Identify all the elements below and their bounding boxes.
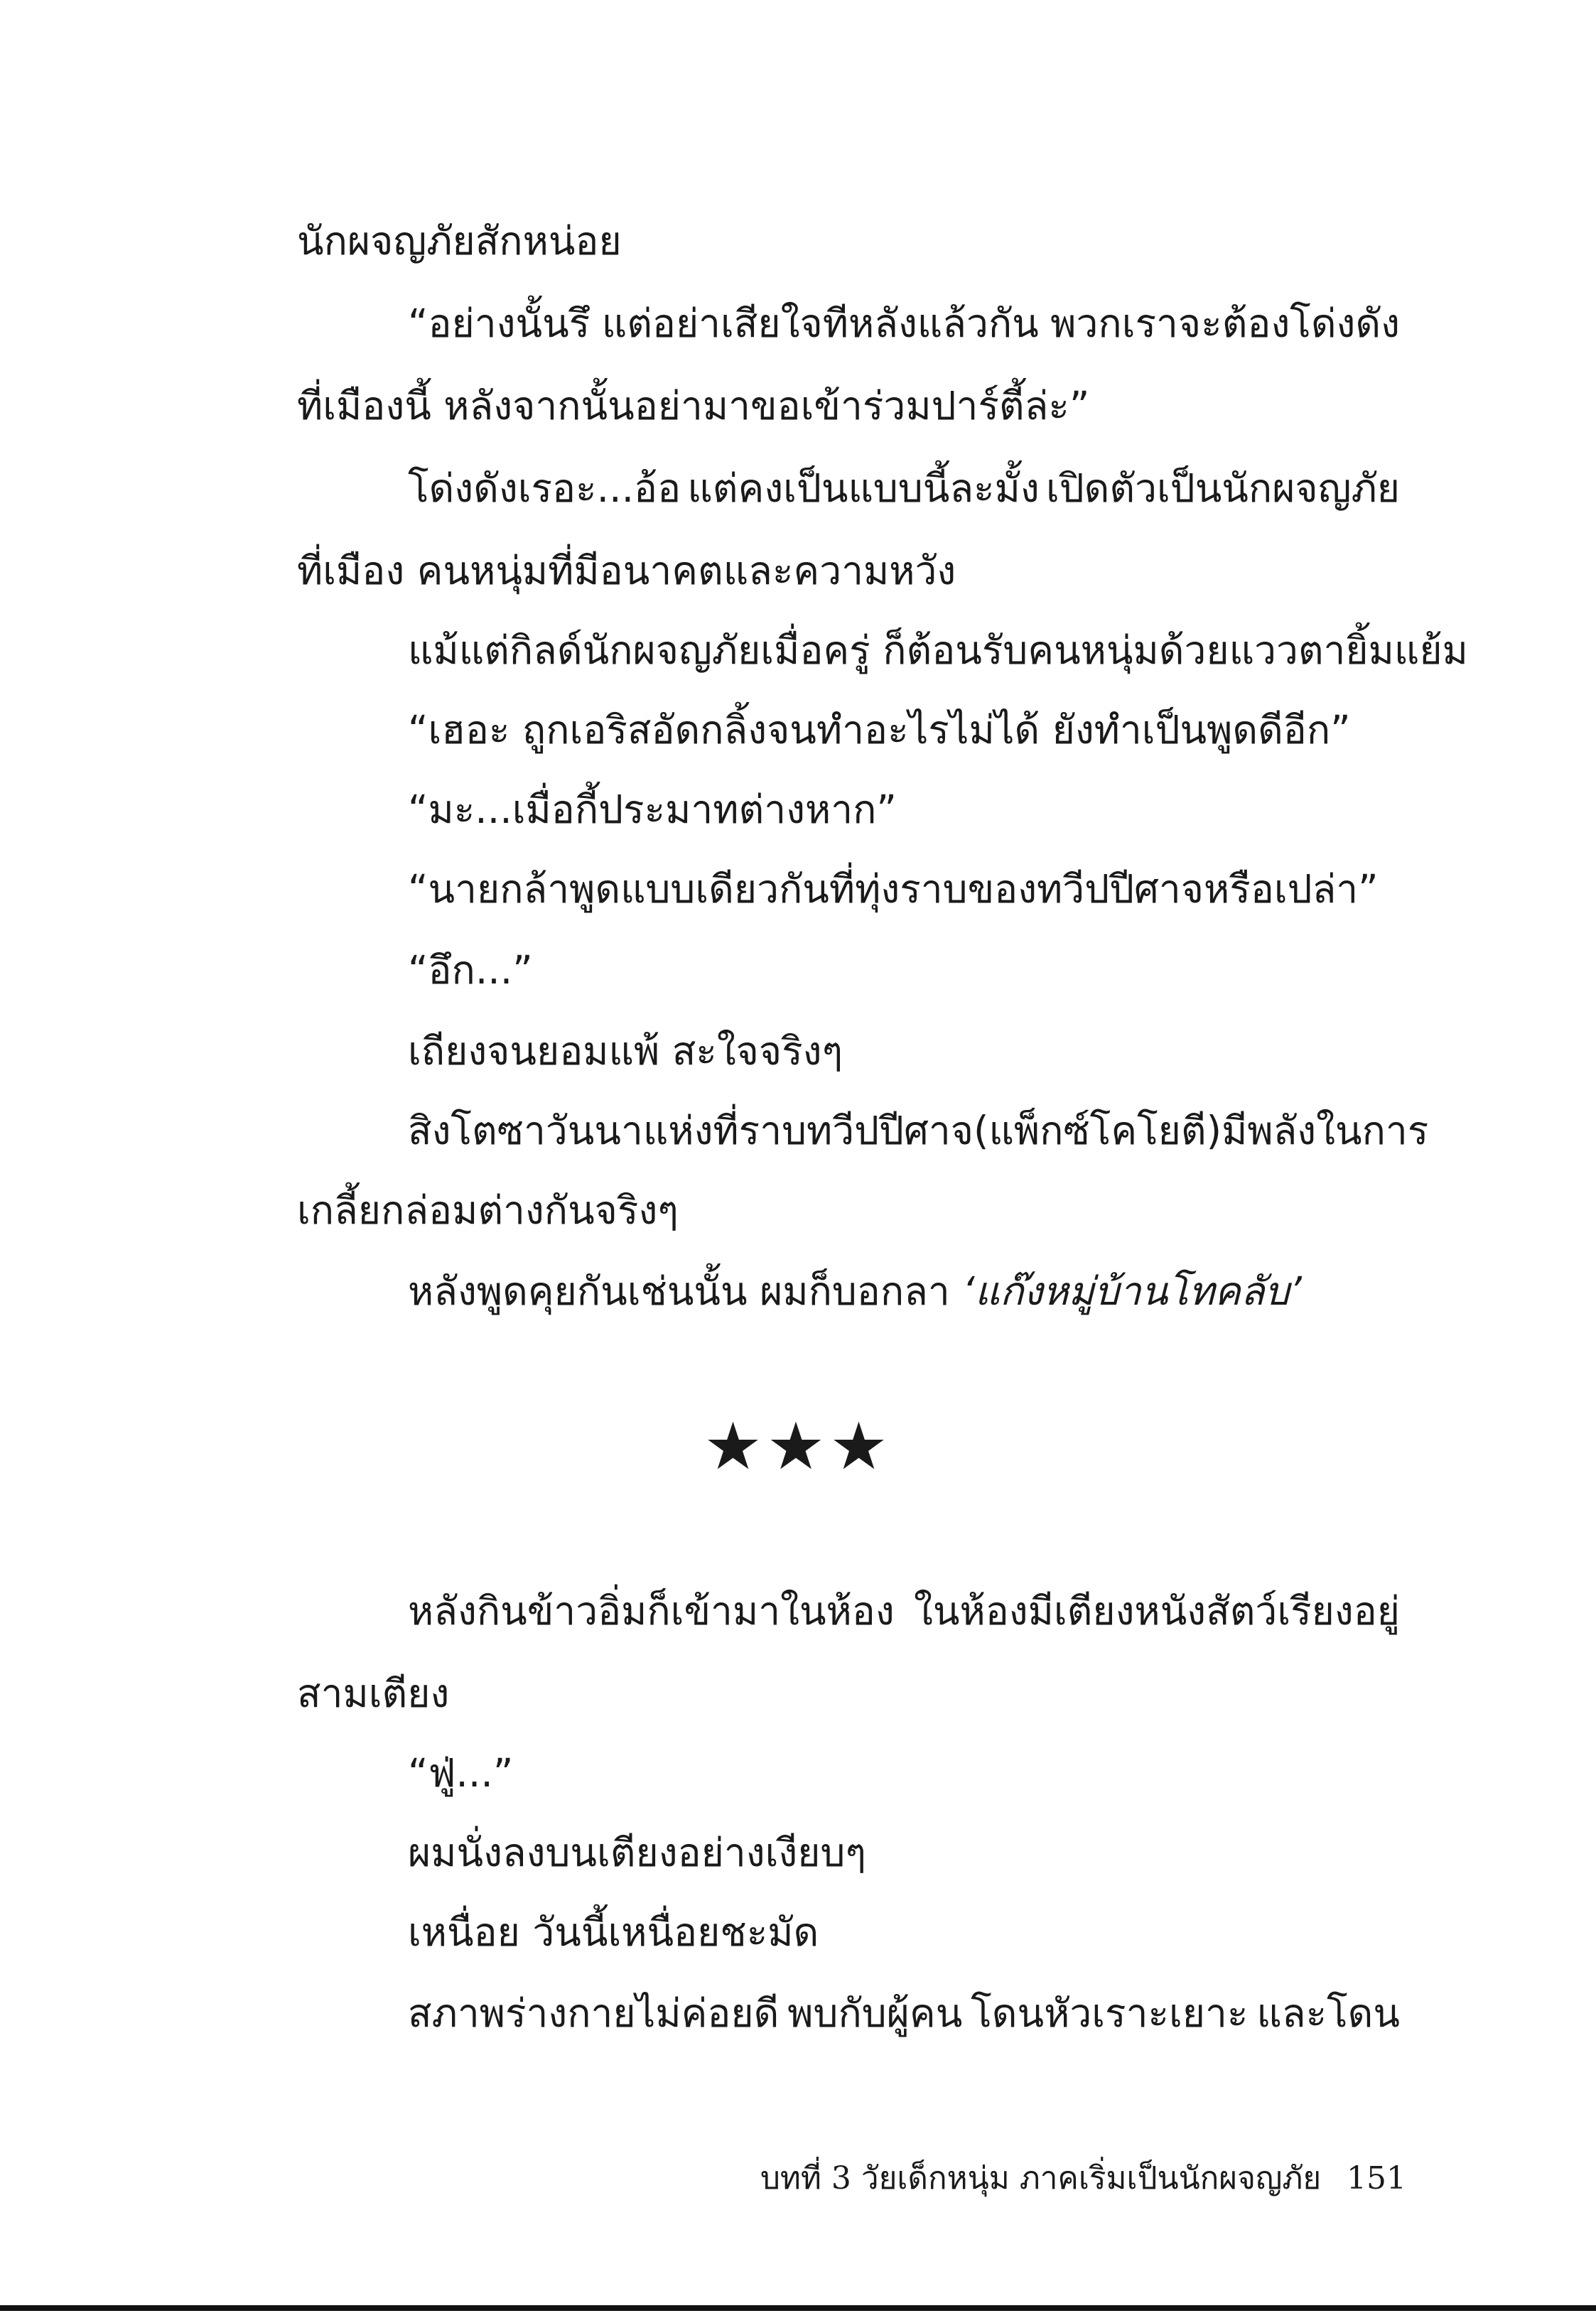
text-segment: สิงโตซาวันนาแห่งที่ราบทวีปปีศาจ: [408, 1108, 974, 1153]
text-segment: โด่งดังเรอะ...อ้อ: [408, 465, 681, 511]
text-line: “ฟู่...”: [408, 1750, 514, 1796]
text-segment: “อย่างนั้นรึ: [408, 301, 591, 346]
text-segment: แต่อย่าเสียใจทีหลังแล้วกัน: [601, 301, 1039, 346]
text-segment: หลังกินข้าวอิ่มก็เข้ามาในห้อง: [408, 1588, 895, 1634]
text-line: “อึก...”: [408, 947, 533, 993]
scene-break-stars: ★★★: [703, 1408, 893, 1484]
text-line: นักผจญภัยสักหน่อย: [297, 218, 622, 264]
text-line: “เฮอะ ถูกเอริสอัดกลิ้งจนทำอะไรไม่ได้ ยังทำเป็นพูดดีอีก”: [408, 707, 1351, 753]
text-segment: และโดน: [1256, 1990, 1400, 2036]
text-line: เกลี้ยกล่อมต่างกันจริงๆ: [297, 1187, 679, 1233]
text-segment: เปิดตัวเป็นนักผจญภัย: [1045, 465, 1400, 511]
text-segment: พบกับผู้คน: [787, 1990, 963, 2036]
bottom-rule: [0, 2305, 1596, 2311]
text-line: ที่เมือง คนหนุ่มที่มีอนาคตและความหวัง: [297, 548, 956, 593]
text-line: ผมนั่งลงบนเตียงอย่างเงียบๆ: [408, 1830, 866, 1875]
text-line: [408, 301, 1400, 346]
text-line: [408, 1588, 1400, 1634]
text-line: [408, 1108, 1429, 1153]
text-line: “มะ...เมื่อกี้ประมาทต่างหาก”: [408, 787, 897, 832]
italic-title: ‘แก๊งหมู่บ้านโทคลับ’: [962, 1268, 1302, 1314]
text-segment: สภาพร่างกายไม่ค่อยดี: [408, 1990, 780, 2036]
text-line: [408, 1268, 1302, 1314]
text-line: “นายกล้าพูดแบบเดียวกันที่ทุ่งราบของทวีปปีศาจหรือเปล่า”: [408, 866, 1379, 912]
text-line: เถียงจนยอมแพ้ สะใจจริงๆ: [408, 1028, 843, 1074]
page-number: 151: [1347, 2160, 1406, 2196]
text-line: แม้แต่กิลด์นักผจญภัยเมื่อครู่ ก็ต้อนรับคนหนุ่มด้วยแววตายิ้มแย้ม: [408, 627, 1468, 673]
text-segment: ในห้องมีเตียงหนังสัตว์เรียงอยู่: [913, 1588, 1400, 1634]
text-line: เหนื่อย วันนี้เหนื่อยชะมัด: [408, 1909, 819, 1955]
text-segment: พวกเราจะต้องโด่งดัง: [1050, 301, 1400, 346]
text-segment: (แพ็กซ์โคโยตี): [974, 1108, 1222, 1153]
text-line: [408, 1990, 1400, 2036]
text-line: สามเตียง: [297, 1671, 450, 1716]
text-segment: แต่คงเป็นแบบนี้ละมั้ง: [687, 465, 1040, 511]
text-segment: มีพลังในการ: [1222, 1108, 1429, 1153]
text-line: ที่เมืองนี้ หลังจากนั้นอย่ามาขอเข้าร่วมปาร์ตี้ล่ะ”: [297, 383, 1090, 428]
running-footer-chapter: บทที่ 3 วัยเด็กหนุ่ม ภาคเริ่มเป็นนักผจญภัย: [760, 2160, 1322, 2196]
text-segment: โดนหัวเราะเยาะ: [971, 1990, 1249, 2036]
text-line: [408, 465, 1400, 511]
text-segment: หลังพูดคุยกันเช่นนั้น ผมก็บอกลา: [408, 1268, 963, 1314]
